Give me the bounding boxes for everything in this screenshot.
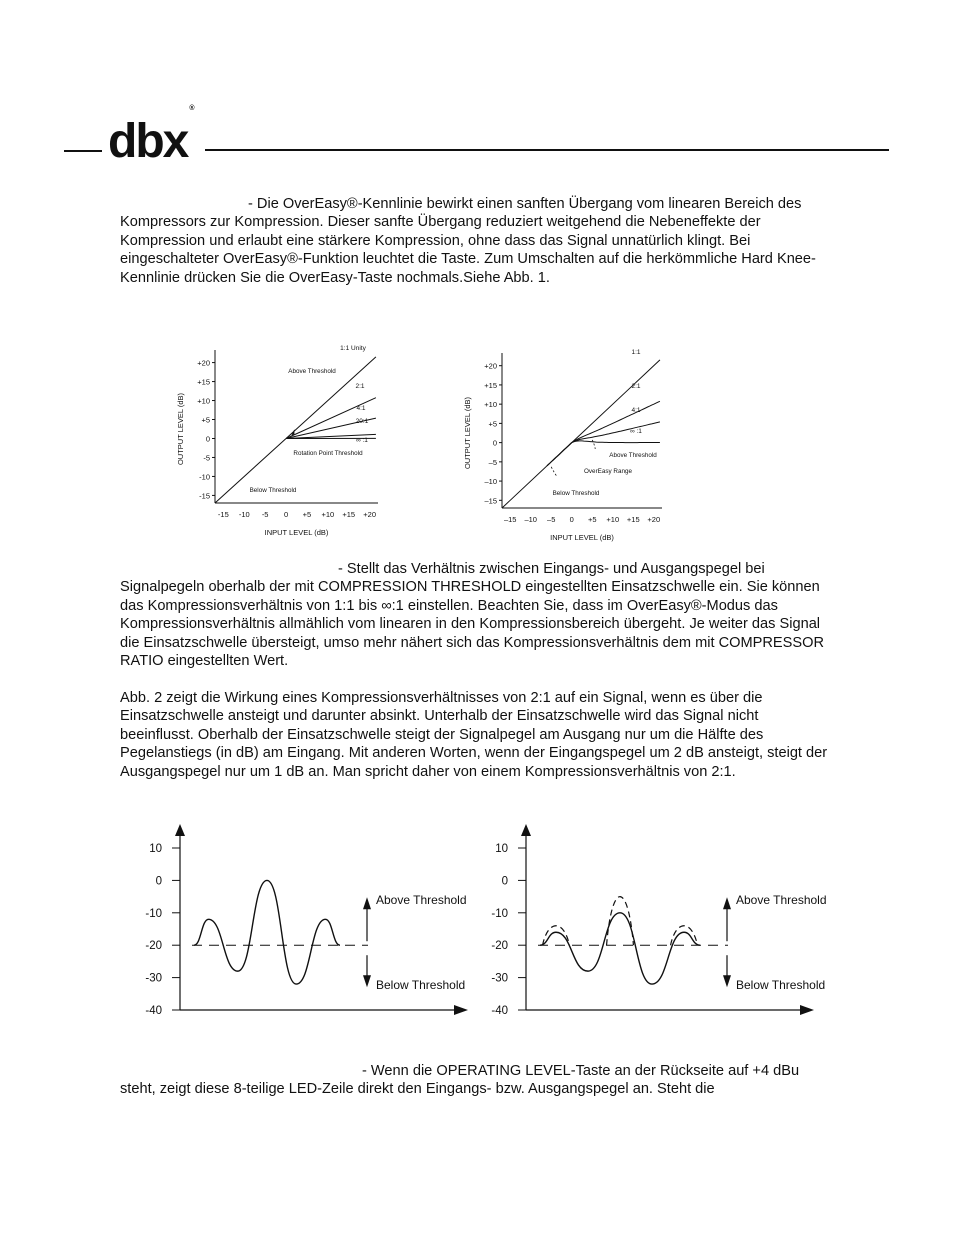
x-axis-label: INPUT LEVEL (dB) [264, 528, 329, 537]
overeasy-graph [463, 330, 686, 545]
ratio-label: 2:1 [631, 383, 641, 390]
abb2-paragraph [120, 689, 835, 781]
x-tick-label: –15 [503, 515, 517, 524]
below-arrow-head [363, 975, 371, 987]
y-tick-label: +15 [484, 380, 497, 390]
compressed-signal-graph [484, 820, 829, 1020]
annotation-label: Above Threshold [609, 452, 657, 459]
y-tick-label: -20 [491, 940, 508, 953]
x-tick-label: 0 [283, 510, 289, 519]
y-tick-label: –15 [484, 496, 497, 506]
x-tick-label: +20 [647, 515, 661, 524]
x-tick-label: +15 [626, 515, 640, 524]
x-tick-label: 0 [569, 515, 574, 524]
annotation-label: Below Threshold [552, 490, 600, 497]
y-tick-label: -30 [491, 972, 508, 985]
y-tick-label: +20 [484, 361, 497, 371]
header-rule-right [205, 149, 889, 151]
y-tick-label: -40 [145, 1005, 162, 1017]
below-threshold-label: Below Threshold [736, 978, 826, 993]
ratio-label: 1:1 [631, 349, 641, 356]
y-tick-label: +15 [197, 377, 210, 387]
y-tick-label: -10 [491, 907, 508, 920]
ratio-curve [572, 360, 660, 443]
y-tick-label: +20 [197, 358, 210, 368]
y-tick-label: +10 [197, 396, 210, 406]
output-waveform [194, 880, 340, 984]
x-tick-label: +5 [302, 510, 312, 519]
y-tick-label: 0 [155, 875, 162, 888]
y-tick-label: +5 [201, 415, 210, 425]
y-axis-arrowhead [521, 824, 531, 836]
logo-text: dbx [108, 115, 188, 168]
x-axis-arrowhead [800, 1005, 814, 1015]
x-tick-label: –10 [524, 515, 537, 524]
input-waveform-peak [671, 926, 698, 945]
ratio-label: 2:1 [355, 383, 365, 390]
above-arrow-head [363, 897, 371, 909]
below-threshold-label: Below Threshold [376, 978, 466, 993]
y-tick-label: +10 [484, 400, 497, 410]
y-tick-label: 10 [495, 843, 508, 855]
x-tick-label: –5 [547, 515, 556, 524]
y-tick-label: -15 [199, 491, 210, 501]
y-tick-label: -20 [145, 940, 162, 953]
annotation-label: Above Threshold [288, 368, 336, 375]
y-tick-label: -10 [199, 472, 210, 482]
above-arrow-head [723, 897, 731, 909]
x-axis-arrowhead [454, 1005, 468, 1015]
ratio-curve [547, 422, 660, 466]
level-paragraph [120, 1062, 835, 1099]
y-axis-label: OUTPUT LEVEL (dB) [176, 392, 185, 466]
annotation-label: OverEasy Range [584, 468, 632, 475]
above-threshold-label: Above Threshold [376, 893, 467, 908]
ratio-label: 20:1 [355, 418, 369, 425]
figure-overeasy [463, 330, 686, 545]
ratio-label: 4:1 [631, 407, 641, 414]
uncompressed-signal-graph [138, 820, 478, 1020]
x-axis-label: INPUT LEVEL (dB) [550, 533, 614, 542]
hard-knee-graph [178, 335, 398, 550]
figure-uncompressed [138, 820, 478, 1020]
above-threshold-label: Above Threshold [736, 893, 827, 908]
annotation-label: Rotation Point Threshold [293, 450, 363, 457]
y-tick-label: 0 [492, 438, 497, 448]
header-rule-left [64, 150, 102, 152]
x-tick-label: +10 [606, 515, 620, 524]
ratio-text: - Stellt das Verhältnis zwischen Eingangs- und Ausgangspegel bei Signalpegeln oberhalb der mit COMPRESSION THRESHOLD eingestellten Einsatzschwelle ein. Sie können das Kompressionsverhältnis von 1:1 bis ∞:1 einstellen. Beachten Sie, dass im OverEasy®-Modus das Kompressionsverhältnis allmählich vom linearen in den Kompressionsbereich übergeht. Je weiter das Signal die Einsatzschwelle übersteigt, umso mehr nähert sich das Kompressionsverhältnis dem mit COMPRESSOR RATIO eingestellten Wert. [120, 561, 825, 670]
registered-mark: ® [189, 105, 195, 112]
below-arrow-head [723, 975, 731, 987]
overeasy-paragraph [120, 195, 835, 287]
x-tick-label: +5 [587, 515, 597, 524]
y-tick-label: –5 [488, 457, 497, 467]
x-tick-label: +20 [363, 510, 377, 519]
output-waveform [540, 913, 700, 984]
y-tick-label: -5 [203, 453, 210, 463]
ratio-label: ∞ :1 [356, 437, 368, 444]
y-tick-label: –10 [484, 477, 497, 487]
y-axis-arrowhead [175, 824, 185, 836]
logo [108, 105, 195, 168]
x-tick-label: -10 [238, 510, 250, 519]
y-tick-label: -40 [491, 1005, 508, 1017]
input-waveform-peak [543, 926, 570, 945]
x-tick-label: -15 [217, 510, 229, 519]
y-tick-label: 0 [501, 875, 508, 888]
overeasy-text: - Die OverEasy®-Kennlinie bewirkt einen sanften Übergang vom linearen Bereich des Kompressors zur Kompression. Dieser sanfte Übergang reduziert weitgehend die Nebeneffekte der Kompression und erlaubt eine stärkere Kompression, ohne dass das Signal unnatürlich klingt. Bei eingeschalteter OverEasy®-Funktion leuchtet die Taste. Zum Umschalten auf die herkömmliche Hard Knee-Kennlinie drücken Sie die OverEasy-Taste nochmals.Siehe Abb. 1. [120, 196, 816, 286]
ratio-label: 4:1 [356, 405, 366, 412]
x-tick-label: +15 [342, 510, 356, 519]
x-tick-label: +10 [321, 510, 335, 519]
abb2-text: Abb. 2 zeigt die Wirkung eines Kompressionsverhältnisses von 2:1 auf ein Signal, wenn es über die Einsatzschwelle ansteigt und darunter absinkt. Unterhalb der Einsatzschwelle wird das Signal nicht beeinflusst. Oberhalb der Einsatzschwelle steigt der Signalpegel am Ausgang nur um die Hälfte des Pegelanstiegs (in dB) am Eingang. Mit anderen Worten, wenn der Eingangspegel um 2 dB ansteigt, steigt der Ausgangspegel nur um 1 dB an. Man spricht daher von einem Kompressionsverhältnis von 2:1. [120, 690, 828, 780]
y-tick-label: 10 [149, 843, 162, 855]
level-text: - Wenn die OPERATING LEVEL-Taste an der Rückseite auf +4 dBu steht, zeigt diese 8-teilige LED-Zeile direkt den Eingangs- bzw. Ausgangspegel an. Steht die [120, 1063, 800, 1098]
ratio-label: 1:1 Unity [340, 345, 366, 352]
ratio-paragraph [120, 560, 835, 670]
ratio-label: ∞ :1 [630, 428, 642, 435]
figure-hard-knee [178, 335, 398, 550]
figure-compressed [484, 820, 829, 1020]
y-tick-label: 0 [205, 434, 210, 444]
y-tick-label: -30 [145, 972, 162, 985]
x-tick-label: -5 [261, 510, 269, 519]
y-tick-label: +5 [488, 419, 497, 429]
y-tick-label: -10 [145, 907, 162, 920]
annotation-label: Below Threshold [249, 487, 297, 494]
y-axis-label: OUTPUT LEVEL (dB) [463, 396, 472, 470]
